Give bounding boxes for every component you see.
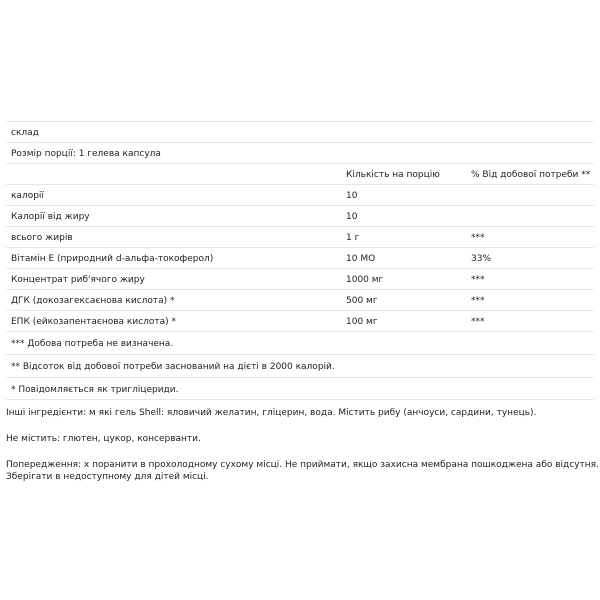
nutrient-amount: 10 bbox=[346, 191, 358, 201]
nutrient-name: Концентрат риб'ячого жиру bbox=[11, 275, 145, 285]
table-row bbox=[6, 289, 594, 310]
nutrient-dv: *** bbox=[471, 275, 485, 285]
table-row bbox=[6, 247, 594, 268]
nutrient-dv: 33% bbox=[471, 254, 492, 264]
footnote-not-established: *** Добова потреба не визначена. bbox=[11, 339, 174, 349]
nutrient-amount: 1000 мг bbox=[346, 275, 384, 285]
warning-text-line1: Попередження: х поранити в прохолодному сухому місці. Не приймати, якщо захисна мембрана пошкоджена або відсутня. bbox=[6, 460, 599, 470]
table-row bbox=[6, 310, 594, 331]
product-notes bbox=[6, 404, 599, 483]
nutrient-dv: *** bbox=[471, 296, 485, 306]
table-row bbox=[6, 184, 594, 205]
does-not-contain-text: Не містить: глютен, цукор, консерванти. bbox=[6, 434, 201, 444]
nutrient-name: ЕПК (ейкозапентаєнова кислота) * bbox=[11, 317, 177, 327]
footnote-daily-value: ** Відсоток від добової потреби заснований на дієті в 2000 калорій. bbox=[11, 362, 335, 372]
nutrient-amount: 500 мг bbox=[346, 296, 378, 306]
nutrient-amount: 10 bbox=[346, 212, 358, 222]
table-title: склад bbox=[11, 128, 39, 138]
table-title-row bbox=[6, 121, 594, 142]
supplement-facts-table bbox=[6, 121, 594, 400]
table-row bbox=[6, 205, 594, 226]
column-header-row bbox=[6, 163, 594, 184]
serving-size-row bbox=[6, 142, 594, 163]
nutrient-name: Калорії від жиру bbox=[11, 212, 90, 222]
does-not-contain-note bbox=[6, 433, 594, 445]
nutrient-amount: 1 г bbox=[346, 233, 360, 243]
column-header-amount: Кількість на порцію bbox=[346, 170, 440, 180]
warning-text-line2: Зберігати в недоступному для дітей місці. bbox=[6, 472, 209, 482]
nutrient-dv: *** bbox=[471, 233, 485, 243]
footnote-row bbox=[6, 354, 594, 377]
other-ingredients-text: Інші інгредієнти: м які гель Shell: яловичий желатин, гліцерин, вода. Містить рибу (анчоуси, сардини, тунець). bbox=[6, 408, 537, 418]
other-ingredients-note bbox=[6, 407, 594, 419]
nutrient-amount: 100 мг bbox=[346, 317, 378, 327]
footnote-triglycerides: * Повідомляється як тригліцериди. bbox=[11, 385, 179, 395]
column-header-dv: % Від добової потреби ** bbox=[471, 170, 591, 180]
table-row bbox=[6, 226, 594, 247]
table-row bbox=[6, 268, 594, 289]
nutrient-name: ДГК (докозагексаєнова кислота) * bbox=[11, 296, 175, 306]
nutrient-amount: 10 МО bbox=[346, 254, 376, 264]
nutrient-dv: *** bbox=[471, 317, 485, 327]
footnote-row bbox=[6, 331, 594, 354]
footnote-row bbox=[6, 377, 594, 400]
nutrient-name: Вітамін Е (природний d-альфа-токоферол) bbox=[11, 254, 214, 264]
nutrient-name: калорії bbox=[11, 191, 44, 201]
warning-note bbox=[6, 459, 599, 483]
serving-size: Розмір порції: 1 гелева капсула bbox=[11, 149, 161, 159]
nutrient-name: всього жирів bbox=[11, 233, 73, 243]
